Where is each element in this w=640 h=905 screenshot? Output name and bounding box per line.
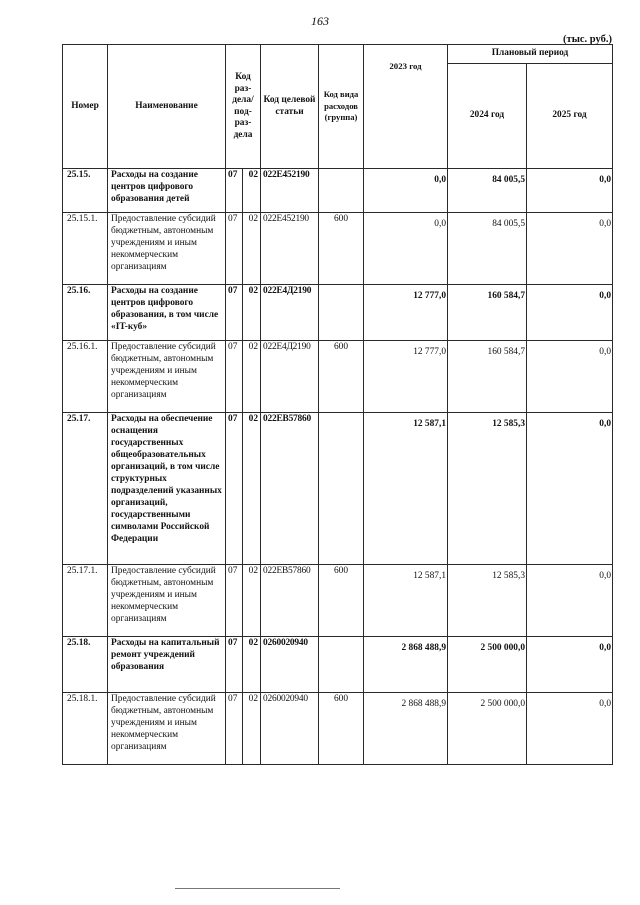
row-amount-2024: 12 585,3 — [448, 565, 527, 637]
table-row — [63, 341, 613, 413]
row-section-code: 07 — [226, 285, 243, 341]
row-subsection-code: 02 — [243, 413, 261, 565]
table-row — [63, 213, 613, 285]
footer-line — [175, 888, 340, 889]
row-amount-2023: 0,0 — [364, 169, 448, 213]
row-amount-2025: 0,0 — [527, 693, 613, 765]
row-amount-2025: 0,0 — [527, 413, 613, 565]
table-header — [63, 45, 613, 169]
row-subsection-code: 02 — [243, 565, 261, 637]
row-name: Расходы на создание центров цифрового образования, в том числе «IT-куб» — [108, 285, 226, 341]
table-row — [63, 565, 613, 637]
row-number: 25.17. — [63, 413, 108, 565]
row-number: 25.16.1. — [63, 341, 108, 413]
row-amount-2024: 2 500 000,0 — [448, 637, 527, 693]
row-amount-2023: 2 868 488,9 — [364, 637, 448, 693]
table-row — [63, 693, 613, 765]
header-vr: Код вида расходов (группа) — [319, 45, 364, 169]
table-body — [63, 169, 613, 765]
row-amount-2024: 160 584,7 — [448, 341, 527, 413]
row-section-code: 07 — [226, 413, 243, 565]
row-target-code: 022E4Д2190 — [261, 341, 319, 413]
row-name: Расходы на создание центров цифрового образования детей — [108, 169, 226, 213]
row-amount-2024: 84 005,5 — [448, 213, 527, 285]
row-expense-type: 600 — [319, 341, 364, 413]
table-row — [63, 169, 613, 213]
header-number: Номер — [63, 45, 108, 169]
row-amount-2024: 2 500 000,0 — [448, 693, 527, 765]
row-section-code: 07 — [226, 213, 243, 285]
table-row — [63, 637, 613, 693]
row-number: 25.15. — [63, 169, 108, 213]
row-number: 25.15.1. — [63, 213, 108, 285]
row-expense-type — [319, 637, 364, 693]
row-name: Предоставление субсидий бюджетным, автономным учреждениям и иным некоммерческим организациям — [108, 693, 226, 765]
row-section-code: 07 — [226, 565, 243, 637]
header-plan-period: Плановый период — [448, 45, 613, 64]
row-expense-type — [319, 285, 364, 341]
row-number: 25.18. — [63, 637, 108, 693]
row-expense-type: 600 — [319, 213, 364, 285]
header-2024: 2024 год — [448, 64, 527, 169]
row-target-code: 022EB57860 — [261, 413, 319, 565]
header-name: Наименование — [108, 45, 226, 169]
budget-table — [62, 44, 613, 765]
row-section-code: 07 — [226, 341, 243, 413]
row-subsection-code: 02 — [243, 693, 261, 765]
table-row — [63, 413, 613, 565]
row-target-code: 022E452190 — [261, 169, 319, 213]
row-subsection-code: 02 — [243, 637, 261, 693]
row-amount-2023: 2 868 488,9 — [364, 693, 448, 765]
row-expense-type: 600 — [319, 693, 364, 765]
row-amount-2023: 12 777,0 — [364, 341, 448, 413]
row-section-code: 07 — [226, 637, 243, 693]
row-amount-2023: 12 777,0 — [364, 285, 448, 341]
row-amount-2023: 0,0 — [364, 213, 448, 285]
row-amount-2025: 0,0 — [527, 285, 613, 341]
row-amount-2025: 0,0 — [527, 565, 613, 637]
row-subsection-code: 02 — [243, 213, 261, 285]
row-amount-2025: 0,0 — [527, 637, 613, 693]
row-name: Предоставление субсидий бюджетным, автономным учреждениям и иным некоммерческим организациям — [108, 565, 226, 637]
header-2023: 2023 год — [364, 45, 448, 169]
row-amount-2024: 12 585,3 — [448, 413, 527, 565]
row-subsection-code: 02 — [243, 169, 261, 213]
row-amount-2025: 0,0 — [527, 213, 613, 285]
row-name: Предоставление субсидий бюджетным, автономным учреждениям и иным некоммерческим организациям — [108, 213, 226, 285]
row-target-code: 022E4Д2190 — [261, 285, 319, 341]
row-expense-type — [319, 413, 364, 565]
row-target-code: 022EB57860 — [261, 565, 319, 637]
row-section-code: 07 — [226, 169, 243, 213]
row-amount-2024: 84 005,5 — [448, 169, 527, 213]
table-row — [63, 285, 613, 341]
row-subsection-code: 02 — [243, 285, 261, 341]
row-section-code: 07 — [226, 693, 243, 765]
row-target-code: 0260020940 — [261, 693, 319, 765]
page-number: 163 — [311, 14, 329, 28]
row-subsection-code: 02 — [243, 341, 261, 413]
row-target-code: 0260020940 — [261, 637, 319, 693]
row-number: 25.17.1. — [63, 565, 108, 637]
row-target-code: 022E452190 — [261, 213, 319, 285]
header-rz: Код раз-дела/ под-раз-дела — [226, 45, 261, 169]
row-number: 25.16. — [63, 285, 108, 341]
row-amount-2025: 0,0 — [527, 169, 613, 213]
row-expense-type — [319, 169, 364, 213]
row-amount-2024: 160 584,7 — [448, 285, 527, 341]
row-number: 25.18.1. — [63, 693, 108, 765]
row-amount-2023: 12 587,1 — [364, 565, 448, 637]
header-2025: 2025 год — [527, 64, 613, 169]
header-cs: Код целевой статьи — [261, 45, 319, 169]
row-expense-type: 600 — [319, 565, 364, 637]
row-name: Расходы на капитальный ремонт учреждений образования — [108, 637, 226, 693]
units-label: (тыс. руб.) — [563, 34, 612, 45]
row-name: Расходы на обеспечение оснащения государственных общеобразовательных организаций, в том числе структурных подразделений указанных организаций, государственными символами Российской Федерации — [108, 413, 226, 565]
row-amount-2023: 12 587,1 — [364, 413, 448, 565]
row-amount-2025: 0,0 — [527, 341, 613, 413]
row-name: Предоставление субсидий бюджетным, автономным учреждениям и иным некоммерческим организациям — [108, 341, 226, 413]
